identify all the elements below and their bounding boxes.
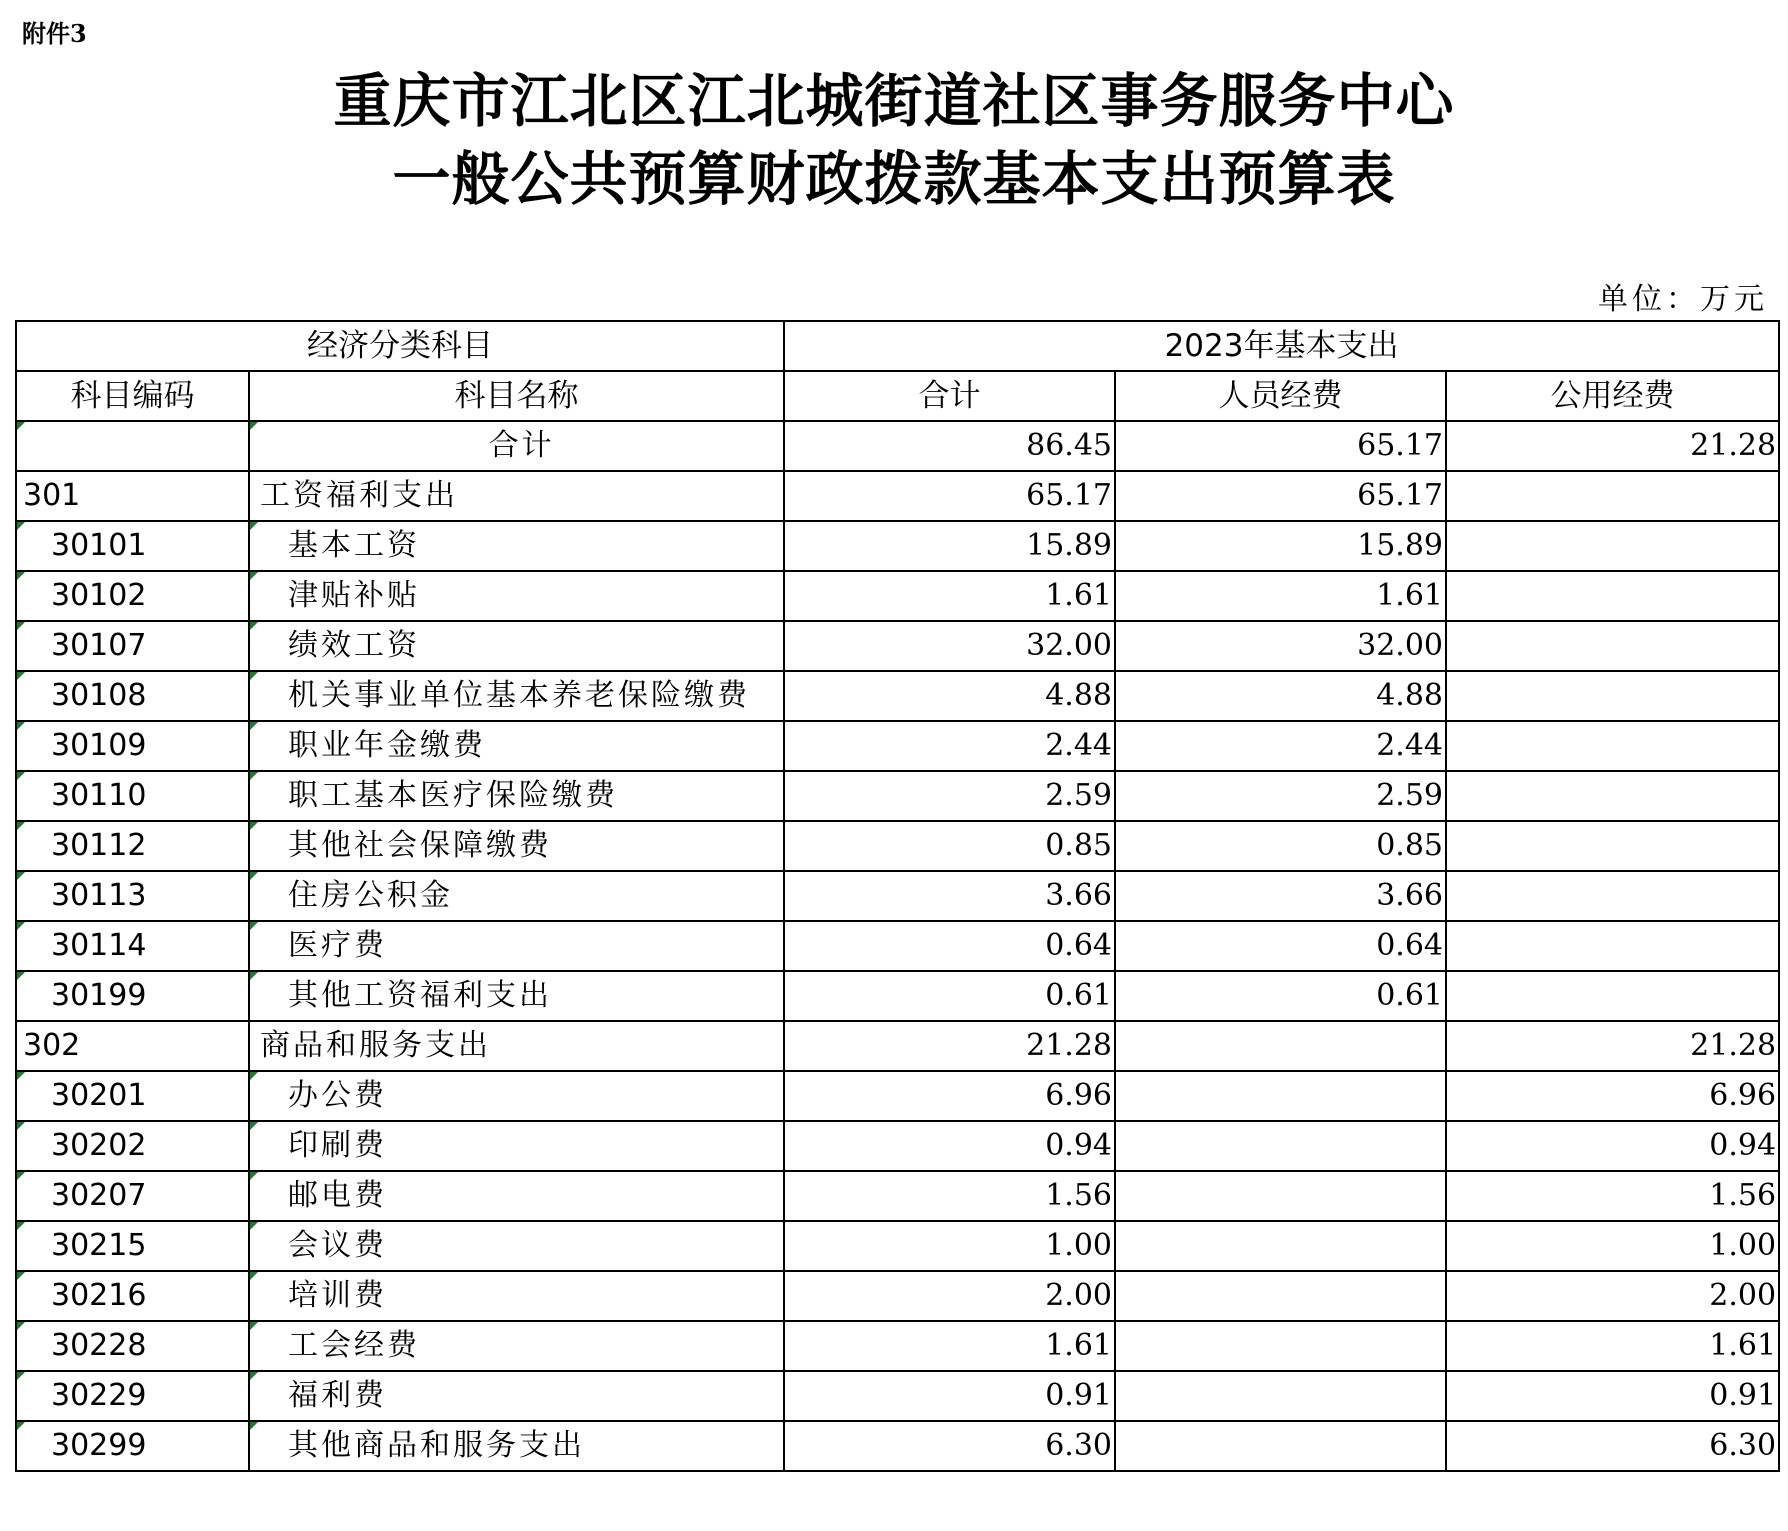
cell-marker-icon xyxy=(17,922,25,930)
column-header-code: 科目编码 xyxy=(16,371,249,421)
row-name-text: 办公费 xyxy=(288,1078,387,1113)
cell-marker-icon xyxy=(250,822,258,830)
row-name-text: 商品和服务支出 xyxy=(260,1028,491,1063)
row-code xyxy=(16,1171,249,1221)
row-public xyxy=(1446,671,1779,721)
row-name xyxy=(249,1121,784,1171)
row-total-text: 2.00 xyxy=(1045,1278,1112,1313)
document-title-line-1: 重庆市江北区江北城街道社区事务服务中心 xyxy=(333,67,1455,135)
row-name xyxy=(249,1321,784,1371)
cell-marker-icon xyxy=(250,1072,258,1080)
table-row xyxy=(16,521,1779,571)
row-total-text: 32.00 xyxy=(1026,628,1112,663)
table-row xyxy=(16,1071,1779,1121)
cell-marker-icon xyxy=(250,572,258,580)
row-total-text: 1.61 xyxy=(1045,578,1112,613)
cell-marker-icon xyxy=(17,572,25,580)
total-row-personnel: 65.17 xyxy=(1115,421,1446,471)
row-name-text: 基本工资 xyxy=(288,528,420,563)
cell-marker-icon xyxy=(17,522,25,530)
cell-marker-icon xyxy=(250,672,258,680)
cell-marker-icon xyxy=(250,1272,258,1280)
row-code xyxy=(16,821,249,871)
row-total-text: 2.59 xyxy=(1045,778,1112,813)
cell-marker-icon xyxy=(17,1122,25,1130)
cell-marker-icon xyxy=(17,822,25,830)
row-public xyxy=(1446,571,1779,621)
row-name xyxy=(249,771,784,821)
row-personnel-text: 15.89 xyxy=(1357,528,1443,563)
row-personnel xyxy=(1115,871,1446,921)
row-public xyxy=(1446,471,1779,521)
row-name xyxy=(249,671,784,721)
table-row xyxy=(16,571,1779,621)
cell-marker-icon xyxy=(250,972,258,980)
row-code xyxy=(16,1271,249,1321)
cell-marker-icon xyxy=(17,1172,25,1180)
row-public-text: 0.91 xyxy=(1709,1378,1777,1413)
row-total-text: 65.17 xyxy=(1026,478,1112,513)
row-code xyxy=(16,1421,249,1471)
row-personnel xyxy=(1115,1271,1446,1321)
row-personnel xyxy=(1115,471,1446,521)
row-total-text: 3.66 xyxy=(1045,878,1112,913)
total-row xyxy=(16,421,1779,471)
row-public-text: 2.00 xyxy=(1709,1278,1777,1313)
row-personnel xyxy=(1115,921,1446,971)
row-personnel-text: 2.44 xyxy=(1376,728,1443,763)
table-row xyxy=(16,921,1779,971)
cell-marker-icon xyxy=(17,1422,25,1430)
row-total xyxy=(784,1371,1115,1421)
row-total xyxy=(784,771,1115,821)
row-total xyxy=(784,971,1115,1021)
row-code-text: 302 xyxy=(23,1028,81,1063)
row-public xyxy=(1446,821,1779,871)
table-row xyxy=(16,1271,1779,1321)
row-personnel xyxy=(1115,821,1446,871)
row-name-text: 其他社会保障缴费 xyxy=(288,828,552,863)
row-personnel-text: 1.61 xyxy=(1376,578,1443,613)
row-name xyxy=(249,1221,784,1271)
row-public xyxy=(1446,1321,1779,1371)
row-code xyxy=(16,671,249,721)
cell-marker-icon xyxy=(250,872,258,880)
table-row xyxy=(16,1021,1779,1071)
row-total-text: 0.64 xyxy=(1045,928,1112,963)
row-total xyxy=(784,871,1115,921)
row-public xyxy=(1446,521,1779,571)
row-name-text: 机关事业单位基本养老保险缴费 xyxy=(288,678,750,713)
row-public xyxy=(1446,921,1779,971)
table-row xyxy=(16,1321,1779,1371)
row-code xyxy=(16,471,249,521)
row-name xyxy=(249,471,784,521)
column-header-personnel: 人员经费 xyxy=(1115,371,1446,421)
row-code-text: 301 xyxy=(23,478,81,513)
row-personnel xyxy=(1115,971,1446,1021)
unit-label: 单位：万元 xyxy=(1598,282,1768,317)
row-total xyxy=(784,1021,1115,1071)
row-code-text: 30108 xyxy=(51,678,147,713)
row-code-text: 30107 xyxy=(51,628,147,663)
row-public xyxy=(1446,1421,1779,1471)
row-public xyxy=(1446,1121,1779,1171)
row-code-text: 30216 xyxy=(51,1278,147,1313)
row-personnel xyxy=(1115,1021,1446,1071)
row-personnel xyxy=(1115,1071,1446,1121)
cell-marker-icon xyxy=(250,1322,258,1330)
row-public xyxy=(1446,971,1779,1021)
row-public-text: 0.94 xyxy=(1709,1128,1777,1163)
row-public xyxy=(1446,1021,1779,1071)
row-total-text: 0.94 xyxy=(1045,1128,1112,1163)
row-total xyxy=(784,1421,1115,1471)
table-row xyxy=(16,1371,1779,1421)
cell-marker-icon xyxy=(250,422,258,430)
cell-marker-icon xyxy=(250,622,258,630)
row-code xyxy=(16,921,249,971)
row-personnel-text: 3.66 xyxy=(1376,878,1443,913)
table-row xyxy=(16,671,1779,721)
row-code-text: 30228 xyxy=(51,1328,147,1363)
row-total-text: 15.89 xyxy=(1026,528,1112,563)
row-public xyxy=(1446,1271,1779,1321)
row-personnel xyxy=(1115,1121,1446,1171)
row-public xyxy=(1446,1371,1779,1421)
row-personnel xyxy=(1115,621,1446,671)
row-public xyxy=(1446,771,1779,821)
column-header-public: 公用经费 xyxy=(1446,371,1779,421)
row-name xyxy=(249,971,784,1021)
row-name-text: 住房公积金 xyxy=(288,878,453,913)
row-name-text: 邮电费 xyxy=(288,1178,387,1213)
group-header-row xyxy=(16,321,1779,371)
row-code-text: 30202 xyxy=(51,1128,147,1163)
table-row xyxy=(16,871,1779,921)
row-name xyxy=(249,871,784,921)
document-title-line-2: 一般公共预算财政拨款基本支出预算表 xyxy=(392,145,1396,213)
cell-marker-icon xyxy=(250,1222,258,1230)
row-total xyxy=(784,671,1115,721)
row-name-text: 工资福利支出 xyxy=(260,478,458,513)
row-public xyxy=(1446,1071,1779,1121)
row-name-text: 其他工资福利支出 xyxy=(288,978,552,1013)
row-name xyxy=(249,621,784,671)
row-personnel xyxy=(1115,721,1446,771)
total-row-public: 21.28 xyxy=(1446,421,1779,471)
row-personnel-text: 0.64 xyxy=(1376,928,1443,963)
row-personnel xyxy=(1115,1321,1446,1371)
row-public-text: 21.28 xyxy=(1690,1028,1777,1063)
cell-marker-icon xyxy=(17,722,25,730)
row-total xyxy=(784,721,1115,771)
row-total xyxy=(784,521,1115,571)
row-code xyxy=(16,521,249,571)
cell-marker-icon xyxy=(17,1272,25,1280)
row-name xyxy=(249,521,784,571)
table-row xyxy=(16,971,1779,1021)
row-name-text: 职工基本医疗保险缴费 xyxy=(288,778,618,813)
row-code-text: 30199 xyxy=(51,978,147,1013)
row-public-text: 1.56 xyxy=(1709,1178,1777,1213)
row-personnel xyxy=(1115,1421,1446,1471)
column-header-row xyxy=(16,371,1779,421)
row-code-text: 30102 xyxy=(51,578,147,613)
row-public-text: 1.61 xyxy=(1709,1328,1777,1363)
row-name xyxy=(249,921,784,971)
row-total xyxy=(784,1321,1115,1371)
row-name xyxy=(249,1021,784,1071)
row-name xyxy=(249,1371,784,1421)
table-row xyxy=(16,721,1779,771)
cell-marker-icon xyxy=(17,872,25,880)
row-code xyxy=(16,1121,249,1171)
row-public xyxy=(1446,1221,1779,1271)
row-personnel-text: 32.00 xyxy=(1357,628,1443,663)
total-row-code-cell xyxy=(16,421,249,471)
row-code xyxy=(16,971,249,1021)
row-name-text: 绩效工资 xyxy=(288,628,420,663)
total-row-label-text: 合计 xyxy=(488,428,555,463)
row-public-text: 6.30 xyxy=(1709,1428,1777,1463)
row-name-text: 其他商品和服务支出 xyxy=(288,1428,585,1463)
row-name xyxy=(249,821,784,871)
cell-marker-icon xyxy=(17,772,25,780)
row-personnel xyxy=(1115,1171,1446,1221)
table-row xyxy=(16,821,1779,871)
row-total xyxy=(784,1071,1115,1121)
attachment-label: 附件3 xyxy=(22,19,87,48)
table-row xyxy=(16,1421,1779,1471)
row-name-text: 印刷费 xyxy=(288,1128,387,1163)
row-personnel xyxy=(1115,671,1446,721)
row-name xyxy=(249,571,784,621)
cell-marker-icon xyxy=(17,422,25,430)
row-personnel xyxy=(1115,771,1446,821)
table-row xyxy=(16,1171,1779,1221)
row-name-text: 培训费 xyxy=(288,1278,387,1313)
row-code-text: 30114 xyxy=(51,928,147,963)
row-name-text: 医疗费 xyxy=(288,928,387,963)
row-name-text: 津贴补贴 xyxy=(288,578,420,613)
cell-marker-icon xyxy=(17,622,25,630)
row-personnel xyxy=(1115,1371,1446,1421)
row-code-text: 30201 xyxy=(51,1078,147,1113)
row-name xyxy=(249,721,784,771)
row-name xyxy=(249,1271,784,1321)
row-total xyxy=(784,1171,1115,1221)
row-personnel xyxy=(1115,521,1446,571)
budget-table xyxy=(15,320,1780,1472)
cell-marker-icon xyxy=(250,1372,258,1380)
row-personnel xyxy=(1115,571,1446,621)
table-row xyxy=(16,471,1779,521)
group-header-economic-classification: 经济分类科目 xyxy=(16,321,784,371)
row-code-text: 30207 xyxy=(51,1178,147,1213)
row-total xyxy=(784,571,1115,621)
row-total-text: 0.61 xyxy=(1045,978,1112,1013)
table-row xyxy=(16,771,1779,821)
row-code xyxy=(16,871,249,921)
row-name-text: 工会经费 xyxy=(288,1328,420,1363)
row-code xyxy=(16,621,249,671)
row-total-text: 6.30 xyxy=(1045,1428,1112,1463)
cell-marker-icon xyxy=(250,1422,258,1430)
row-public xyxy=(1446,1171,1779,1221)
column-header-total: 合计 xyxy=(784,371,1115,421)
row-total-text: 21.28 xyxy=(1026,1028,1112,1063)
row-code-text: 30113 xyxy=(51,878,147,913)
row-total-text: 1.56 xyxy=(1045,1178,1112,1213)
row-public xyxy=(1446,621,1779,671)
cell-marker-icon xyxy=(17,972,25,980)
column-header-name: 科目名称 xyxy=(249,371,784,421)
row-total xyxy=(784,1221,1115,1271)
cell-marker-icon xyxy=(250,722,258,730)
cell-marker-icon xyxy=(17,1222,25,1230)
row-total xyxy=(784,621,1115,671)
row-code-text: 30215 xyxy=(51,1228,147,1263)
row-total-text: 0.91 xyxy=(1045,1378,1112,1413)
row-code xyxy=(16,1371,249,1421)
cell-marker-icon xyxy=(17,672,25,680)
cell-marker-icon xyxy=(250,522,258,530)
row-total-text: 1.61 xyxy=(1045,1328,1112,1363)
row-total-text: 1.00 xyxy=(1045,1228,1112,1263)
row-public-text: 6.96 xyxy=(1709,1078,1777,1113)
row-name-text: 会议费 xyxy=(288,1228,387,1263)
row-personnel-text: 65.17 xyxy=(1357,478,1443,513)
row-total xyxy=(784,471,1115,521)
cell-marker-icon xyxy=(17,1372,25,1380)
cell-marker-icon xyxy=(250,1172,258,1180)
total-row-total: 86.45 xyxy=(784,421,1115,471)
table-row xyxy=(16,1121,1779,1171)
table-row xyxy=(16,621,1779,671)
row-code-text: 30229 xyxy=(51,1378,147,1413)
row-personnel-text: 4.88 xyxy=(1376,678,1443,713)
row-code xyxy=(16,721,249,771)
total-row-label xyxy=(249,421,784,471)
row-total xyxy=(784,921,1115,971)
group-header-basic-expenditure: 2023年基本支出 xyxy=(784,321,1779,371)
row-public-text: 1.00 xyxy=(1709,1228,1777,1263)
cell-marker-icon xyxy=(17,1072,25,1080)
row-code xyxy=(16,1071,249,1121)
row-public xyxy=(1446,721,1779,771)
row-code-text: 30110 xyxy=(51,778,147,813)
cell-marker-icon xyxy=(250,1122,258,1130)
row-personnel xyxy=(1115,1221,1446,1271)
row-name-text: 福利费 xyxy=(288,1378,387,1413)
row-personnel-text: 0.85 xyxy=(1376,828,1443,863)
row-public xyxy=(1446,871,1779,921)
row-code xyxy=(16,571,249,621)
cell-marker-icon xyxy=(250,772,258,780)
row-name xyxy=(249,1171,784,1221)
row-total-text: 6.96 xyxy=(1045,1078,1112,1113)
row-personnel-text: 2.59 xyxy=(1376,778,1443,813)
row-name xyxy=(249,1421,784,1471)
row-name xyxy=(249,1071,784,1121)
row-total-text: 4.88 xyxy=(1045,678,1112,713)
row-total xyxy=(784,1121,1115,1171)
row-name-text: 职业年金缴费 xyxy=(288,728,486,763)
row-personnel-text: 0.61 xyxy=(1376,978,1443,1013)
row-total xyxy=(784,1271,1115,1321)
row-code-text: 30109 xyxy=(51,728,147,763)
row-code-text: 30101 xyxy=(51,528,147,563)
row-code xyxy=(16,1321,249,1371)
row-total-text: 2.44 xyxy=(1045,728,1112,763)
table-row xyxy=(16,1221,1779,1271)
row-code-text: 30112 xyxy=(51,828,147,863)
row-code xyxy=(16,1021,249,1071)
row-total-text: 0.85 xyxy=(1045,828,1112,863)
cell-marker-icon xyxy=(250,922,258,930)
row-code-text: 30299 xyxy=(51,1428,147,1463)
row-code xyxy=(16,1221,249,1271)
cell-marker-icon xyxy=(17,1322,25,1330)
row-code xyxy=(16,771,249,821)
row-total xyxy=(784,821,1115,871)
